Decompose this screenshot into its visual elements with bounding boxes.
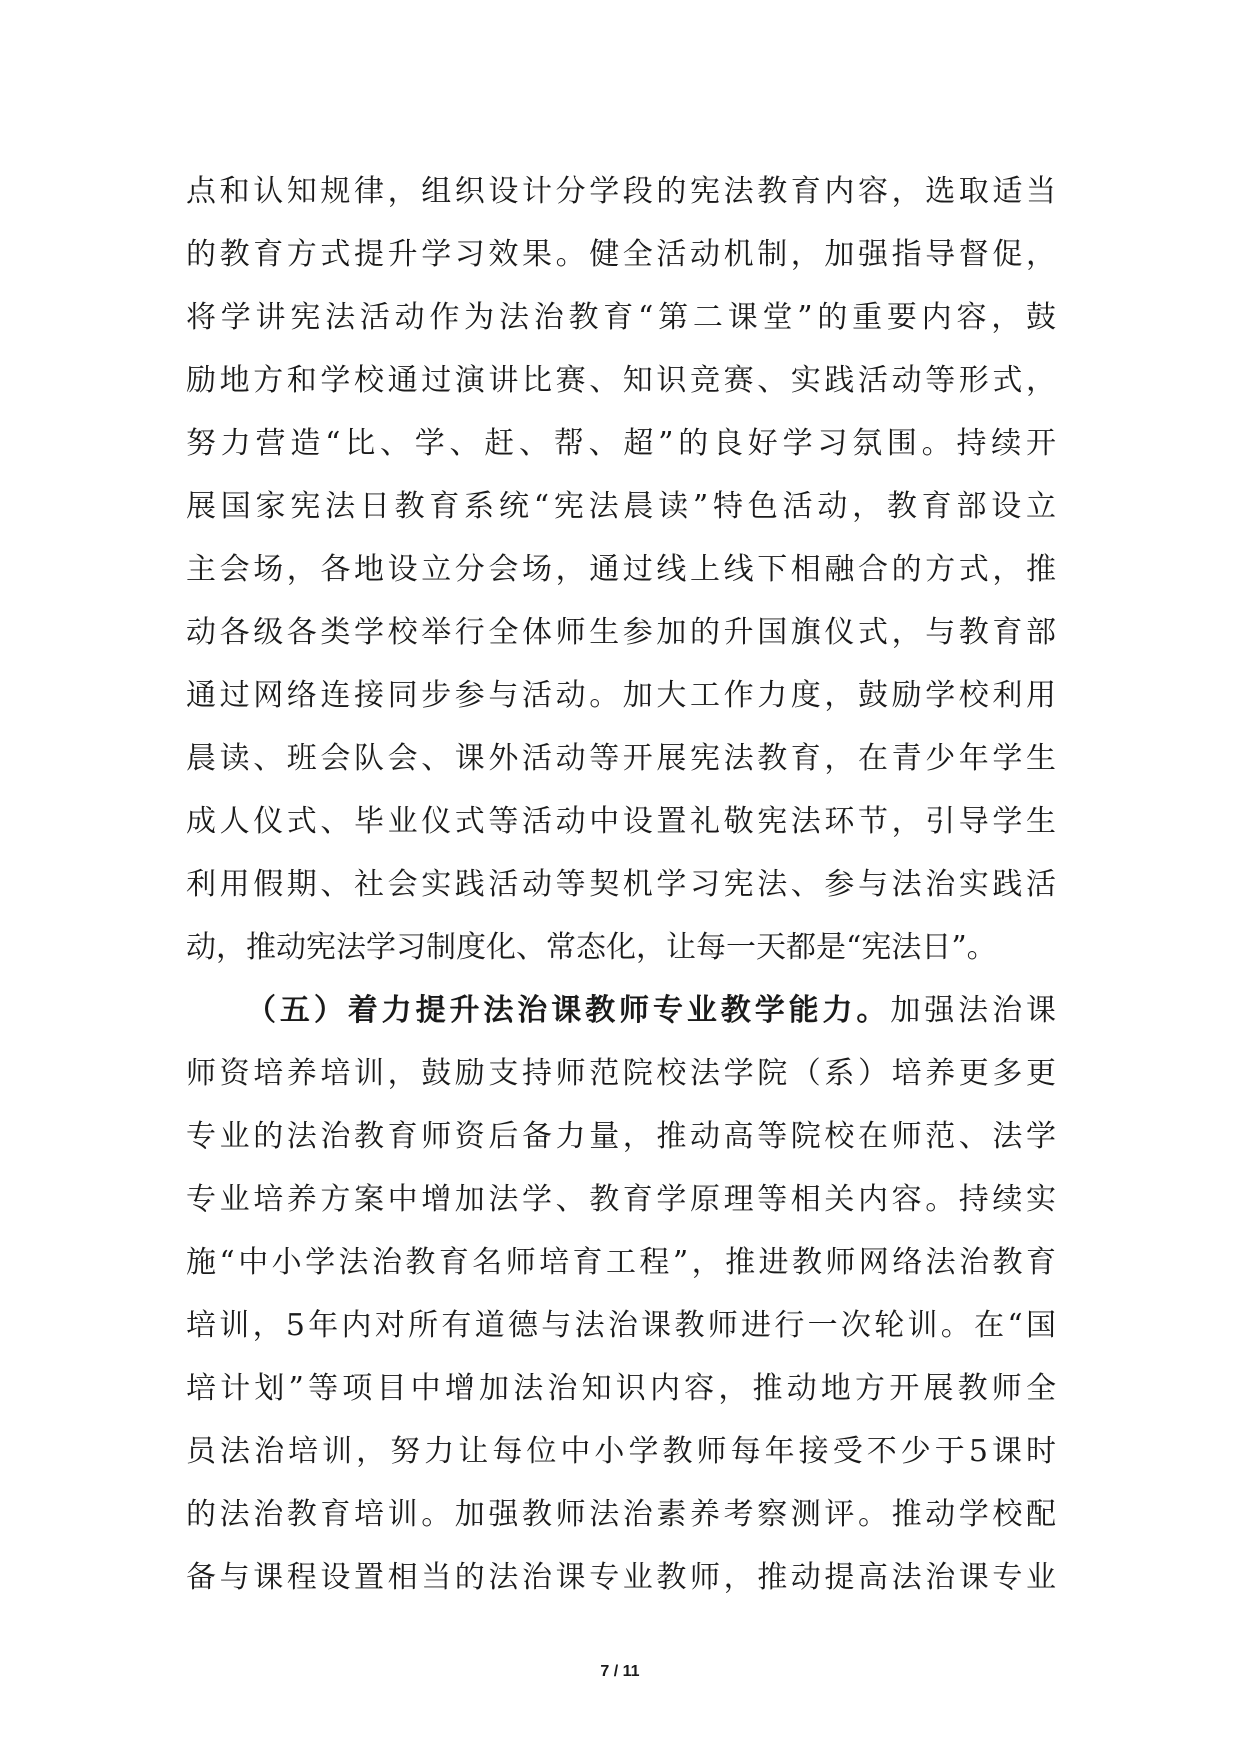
text-line: 的法治教育培训。加强教师法治素养考察测评。推动学校配 [186, 1497, 1056, 1532]
paragraph-first-line [186, 979, 1056, 1042]
text-line: 努力营造“比、学、赶、帮、超”的良好学习氛围。持续开 [186, 426, 1056, 461]
text-line: 晨读、班会队会、课外活动等开展宪法教育，在青少年学生 [186, 741, 1056, 776]
text-line: 员法治培训，努力让每位中小学教师每年接受不少于5课时 [186, 1434, 1056, 1469]
text-line: 的教育方式提升学习效果。健全活动机制，加强指导督促， [186, 237, 1056, 272]
text-line: 成人仪式、毕业仪式等活动中设置礼敬宪法环节，引导学生 [186, 804, 1056, 839]
paragraph-2 [186, 979, 1056, 1609]
paragraph-1 [186, 160, 1056, 979]
page-number: 7 / 11 [600, 1663, 640, 1680]
text-line: 点和认知规律，组织设计分学段的宪法教育内容，选取适当 [186, 174, 1056, 209]
text-line: 动，推动宪法学习制度化、常态化，让每一天都是“宪法日”。 [186, 930, 997, 965]
body-text [186, 160, 1056, 1609]
text-line: 通过网络连接同步参与活动。加大工作力度，鼓励学校利用 [186, 678, 1056, 713]
heading-line-text: 加强法治课 [890, 993, 1056, 1028]
text-line: 将学讲宪法活动作为法治教育“第二课堂”的重要内容，鼓 [186, 300, 1056, 335]
text-line: 备与课程设置相当的法治课专业教师，推动提高法治课专业 [186, 1560, 1056, 1595]
text-line: 培训，5年内对所有道德与法治课教师进行一次轮训。在“国 [186, 1308, 1056, 1343]
text-line: 施“中小学法治教育名师培育工程”，推进教师网络法治教育 [186, 1245, 1056, 1280]
text-line: 展国家宪法日教育系统“宪法晨读”特色活动，教育部设立 [186, 489, 1056, 524]
text-line: 动各级各类学校举行全体师生参加的升国旗仪式，与教育部 [186, 615, 1056, 650]
text-line: 培计划”等项目中增加法治知识内容，推动地方开展教师全 [186, 1371, 1056, 1406]
text-line: 励地方和学校通过演讲比赛、知识竞赛、实践活动等形式， [186, 363, 1056, 398]
text-line: 师资培养培训，鼓励支持师范院校法学院（系）培养更多更 [186, 1056, 1056, 1091]
section-heading: （五）着力提升法治课教师专业教学能力。 [246, 993, 891, 1028]
text-line: 专业的法治教育师资后备力量，推动高等院校在师范、法学 [186, 1119, 1056, 1154]
text-line: 专业培养方案中增加法学、教育学原理等相关内容。持续实 [186, 1182, 1056, 1217]
text-line: 主会场，各地设立分会场，通过线上线下相融合的方式，推 [186, 552, 1056, 587]
text-line: 利用假期、社会实践活动等契机学习宪法、参与法治实践活 [186, 867, 1056, 902]
